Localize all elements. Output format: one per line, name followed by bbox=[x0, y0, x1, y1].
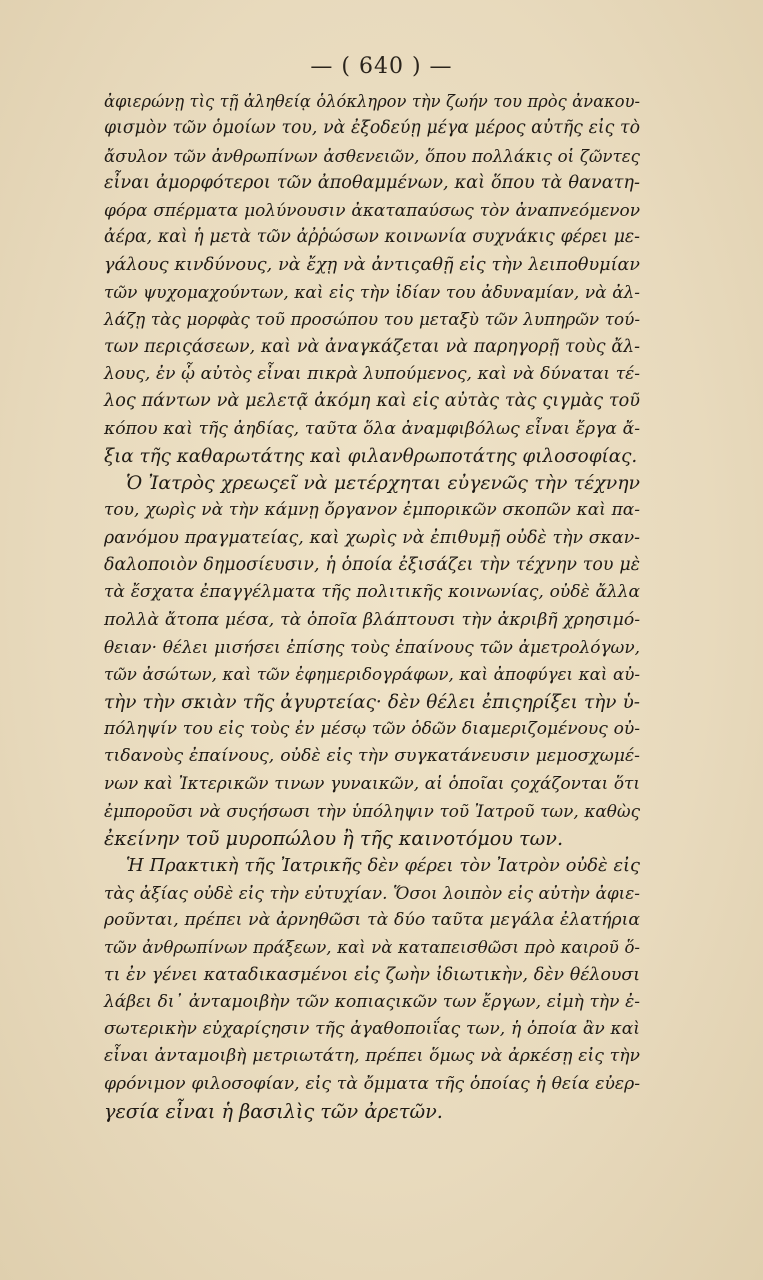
text-line: πόληψίν του εἰς τοὺς ἐν μέσῳ τῶν ὁδῶν διαμεριζομένους οὐ- bbox=[104, 718, 640, 739]
text-line: λους, ἐν ᾧ αὐτὸς εἶναι πικρὰ λυπούμενος, καὶ νὰ δύναται τέ- bbox=[104, 363, 640, 384]
text-line: εἶναι ἀμορφότεροι τῶν ἀποθαμμένων, καὶ ὅπου τὰ θανατη- bbox=[104, 172, 640, 193]
text-line-paragraph-end: γεσία εἶναι ἡ βασιλὶς τῶν ἀρετῶν. bbox=[104, 1099, 443, 1123]
text-line: λάβει δι᾽ ἀνταμοιβὴν τῶν κοπιαςικῶν των ἔργων, εἰμὴ τὴν ἐ- bbox=[104, 991, 640, 1012]
text-line: πολλὰ ἄτοπα μέσα, τὰ ὁποῖα βλάπτουσι τὴν ἀκριβῆ χρησιμό- bbox=[104, 609, 640, 630]
text-line: ἐμποροῦσι νὰ συςήσωσι τὴν ὑπόληψιν τοῦ Ἰατροῦ των, καθὼς bbox=[104, 800, 640, 821]
text-line: τῶν ἀσώτων, καὶ τῶν ἐφημεριδογράφων, καὶ ἀποφύγει καὶ αὐ- bbox=[104, 665, 640, 685]
text-line: θειαν· θέλει μισήσει ἐπίσης τοὺς ἐπαίνους τῶν ἀμετρολόγων, bbox=[104, 636, 640, 657]
text-line-paragraph-end: ἐκείνην τοῦ μυροπώλου ἢ τῆς καινοτόμου των. bbox=[104, 827, 564, 851]
text-line: φόρα σπέρματα μολύνουσιν ἀκαταπαύσως τὸν ἀναπνεόμενον bbox=[104, 200, 640, 221]
text-line: δαλοποιὸν δημοσίευσιν, ἡ ὁποία ἐξισάζει τὴν τέχνην του μὲ bbox=[104, 555, 640, 576]
text-line: τὴν τὴν σκιὰν τῆς ἀγυρτείας· δὲν θέλει ἐπιςηρίξει τὴν ὑ- bbox=[104, 691, 640, 713]
text-line-paragraph-end: ξια τῆς καθαρωτάτης καὶ φιλανθρωποτάτης φιλοσοφίας. bbox=[104, 445, 638, 467]
text-line: ἄσυλον τῶν ἀνθρωπίνων ἀσθενειῶν, ὅπου πολλάκις οἱ ζῶντες bbox=[104, 146, 640, 166]
text-line: σωτερικὴν εὐχαρίςησιν τῆς ἀγαθοποιΐας των, ἡ ὁποία ἂν καὶ bbox=[104, 1019, 640, 1040]
text-line: εἶναι ἀνταμοιβὴ μετριωτάτη, πρέπει ὅμως νὰ ἀρκέσῃ εἰς τὴν bbox=[104, 1046, 640, 1067]
text-line: φρόνιμον φιλοσοφίαν, εἰς τὰ ὄμματα τῆς ὁποίας ἡ θεία εὐερ- bbox=[104, 1073, 640, 1094]
text-line: του, χωρὶς νὰ τὴν κάμνῃ ὄργανον ἐμπορικῶν σκοπῶν καὶ πα- bbox=[104, 500, 640, 521]
text-line: ρανόμου πραγματείας, καὶ χωρὶς νὰ ἐπιθυμῇ οὐδὲ τὴν σκαν- bbox=[104, 527, 640, 548]
text-line: τῶν ἀνθρωπίνων πράξεων, καὶ νὰ καταπεισθῶσι πρὸ καιροῦ ὅ- bbox=[104, 938, 640, 958]
body-text bbox=[104, 88, 640, 1125]
text-line: γάλους κινδύνους, νὰ ἔχῃ νὰ ἀντιςαθῇ εἰς τὴν λειποθυμίαν bbox=[104, 254, 640, 275]
text-line: τι ἐν γένει καταδικασμένοι εἰς ζωὴν ἰδιωτικὴν, δὲν θέλουσι bbox=[104, 964, 640, 985]
text-line: κόπου καὶ τῆς ἀηδίας, ταῦτα ὅλα ἀναμφιβόλως εἶναι ἔργα ἄ- bbox=[104, 418, 640, 439]
text-line: τὰ ἔσχατα ἐπαγγέλματα τῆς πολιτικῆς κοινωνίας, οὐδὲ ἄλλα bbox=[104, 582, 640, 603]
text-line: τιδανοὺς ἐπαίνους, οὐδὲ εἰς τὴν συγκατάνευσιν μεμοσχωμέ- bbox=[104, 746, 640, 767]
text-line: λάζῃ τὰς μορφὰς τοῦ προσώπου του μεταξὺ τῶν λυπηρῶν τού- bbox=[104, 309, 640, 330]
text-line: λος πάντων νὰ μελετᾷ ἀκόμη καὶ εἰς αὐτὰς τὰς ςιγμὰς τοῦ bbox=[104, 391, 640, 412]
text-line-paragraph-start: Ὁ Ἰατρὸς χρεωςεῖ νὰ μετέρχηται εὐγενῶς τὴν τέχνην bbox=[126, 472, 640, 495]
text-line: των περιςάσεων, καὶ νὰ ἀναγκάζεται νὰ παρηγορῇ τοὺς ἄλ- bbox=[104, 336, 640, 357]
text-line: φισμὸν τῶν ὁμοίων του, νὰ ἐξοδεύῃ μέγα μέρος αὐτῆς εἰς τὸ bbox=[104, 118, 640, 139]
text-line: τῶν ψυχομαχούντων, καὶ εἰς τὴν ἰδίαν του ἀδυναμίαν, νὰ ἀλ- bbox=[104, 282, 640, 303]
text-line: νων καὶ Ἰκτερικῶν τινων γυναικῶν, αἱ ὁποῖαι ςοχάζονται ὅτι bbox=[104, 773, 640, 794]
text-line: τὰς ἀξίας οὐδὲ εἰς τὴν εὐτυχίαν. Ὅσοι λοιπὸν εἰς αὐτὴν ἀφιε- bbox=[104, 882, 640, 903]
text-line: ἀφιερώνῃ τὶς τῇ ἀληθείᾳ ὁλόκληρον τὴν ζωήν του πρὸς ἀνακου- bbox=[104, 92, 640, 111]
text-line: ἀέρα, καὶ ἡ μετὰ τῶν ἀῤῥώσων κοινωνία συχνάκις φέρει με- bbox=[104, 227, 640, 248]
page-number-header: — ( 640 ) — bbox=[310, 54, 453, 79]
text-line: ροῦνται, πρέπει νὰ ἀρνηθῶσι τὰ δύο ταῦτα μεγάλα ἐλατήρια bbox=[104, 909, 640, 930]
text-line-paragraph-start: Ἡ Πρακτικὴ τῆς Ἰατρικῆς δὲν φέρει τὸν Ἰατρὸν οὐδὲ εἰς bbox=[126, 855, 640, 877]
